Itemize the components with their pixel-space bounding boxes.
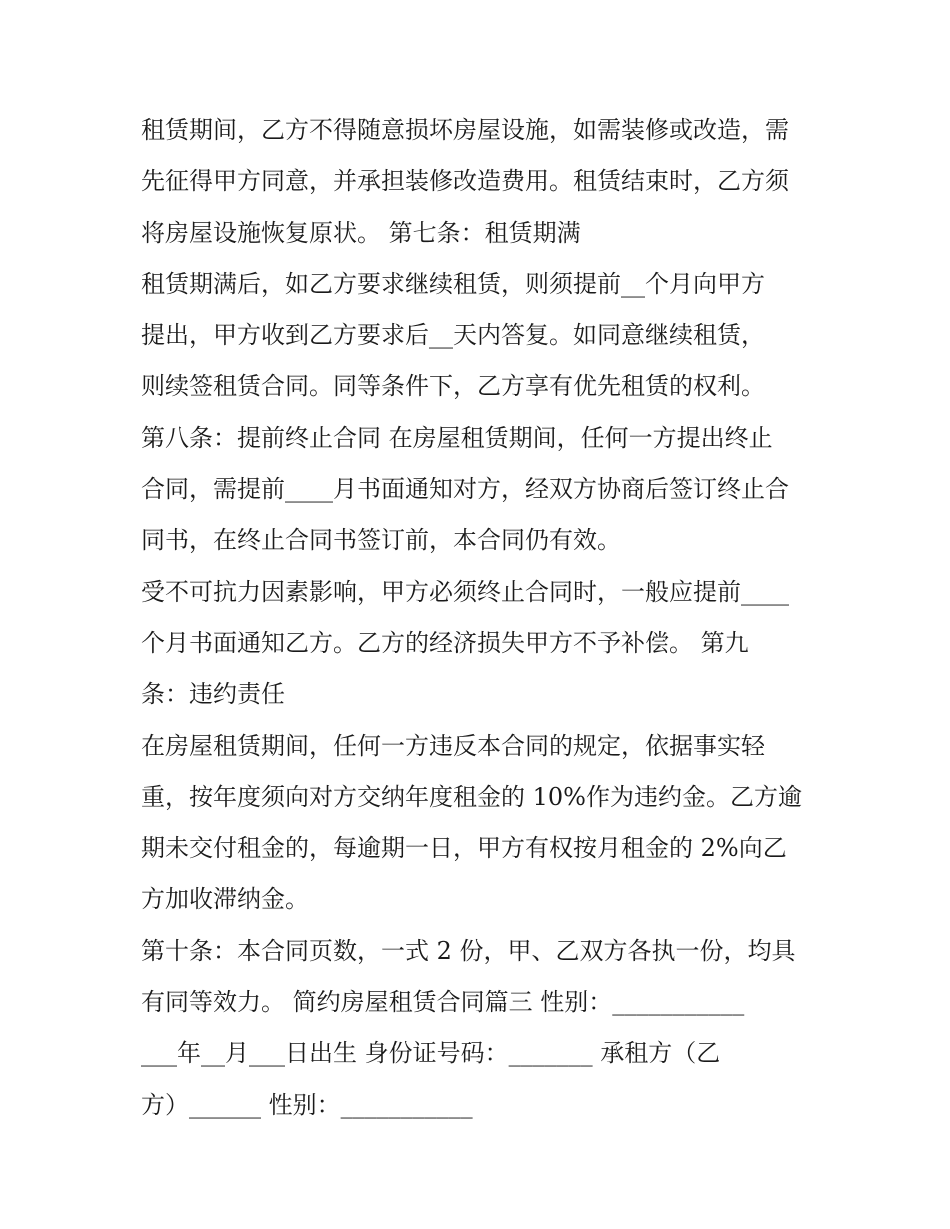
text-line: 第十条：本合同页数，一式 2 份，甲、乙双方各执一份，均具 [141,936,796,965]
contract-text [141,108,821,1134]
text-line: 在房屋租赁期间，任何一方违反本合同的规定，依据事实轻 [141,731,765,760]
text-line: 个月书面通知乙方。乙方的经济损失甲方不予补偿。 第九 [141,628,749,657]
text-line: 先征得甲方同意，并承担装修改造费用。租赁结束时，乙方须 [141,167,789,196]
text-line: 同书，在终止合同书签订前，本合同仍有效。 [141,526,621,555]
text-line: 提出，甲方收到乙方要求后__天内答复。如同意继续租赁， [141,321,765,350]
text-line: 有同等效力。 简约房屋租赁合同篇三 性别：___________ [141,988,745,1017]
text-line: 方加收滞纳金。 [141,885,309,914]
text-line: 重，按年度须向对方交纳年度租金的 10%作为违约金。乙方逾 [141,782,802,811]
text-line: 将房屋设施恢复原状。 第七条：租赁期满 [141,218,581,247]
text-line: 租赁期满后，如乙方要求继续租赁，则须提前__个月向甲方 [141,269,765,298]
text-line: 租赁期间，乙方不得随意损坏房屋设施，如需装修或改造，需 [141,116,789,144]
text-line: 合同，需提前____月书面通知对方，经双方协商后签订终止合 [141,475,789,504]
text-line: ___年__月___日出生 身份证号码：_______ 承租方（乙 [141,1039,721,1068]
text-line: 方）______ 性别：___________ [141,1090,473,1119]
text-line: 期未交付租金的，每逾期一日，甲方有权按月租金的 2%向乙 [141,834,787,863]
text-line: 条：违约责任 [141,680,285,709]
text-line: 受不可抗力因素影响，甲方必须终止合同时，一般应提前____ [141,577,789,606]
text-line: 第八条：提前终止合同 在房屋租赁期间，任何一方提出终止 [141,423,773,452]
text-line: 则续签租赁合同。同等条件下，乙方享有优先租赁的权利。 [141,372,765,401]
